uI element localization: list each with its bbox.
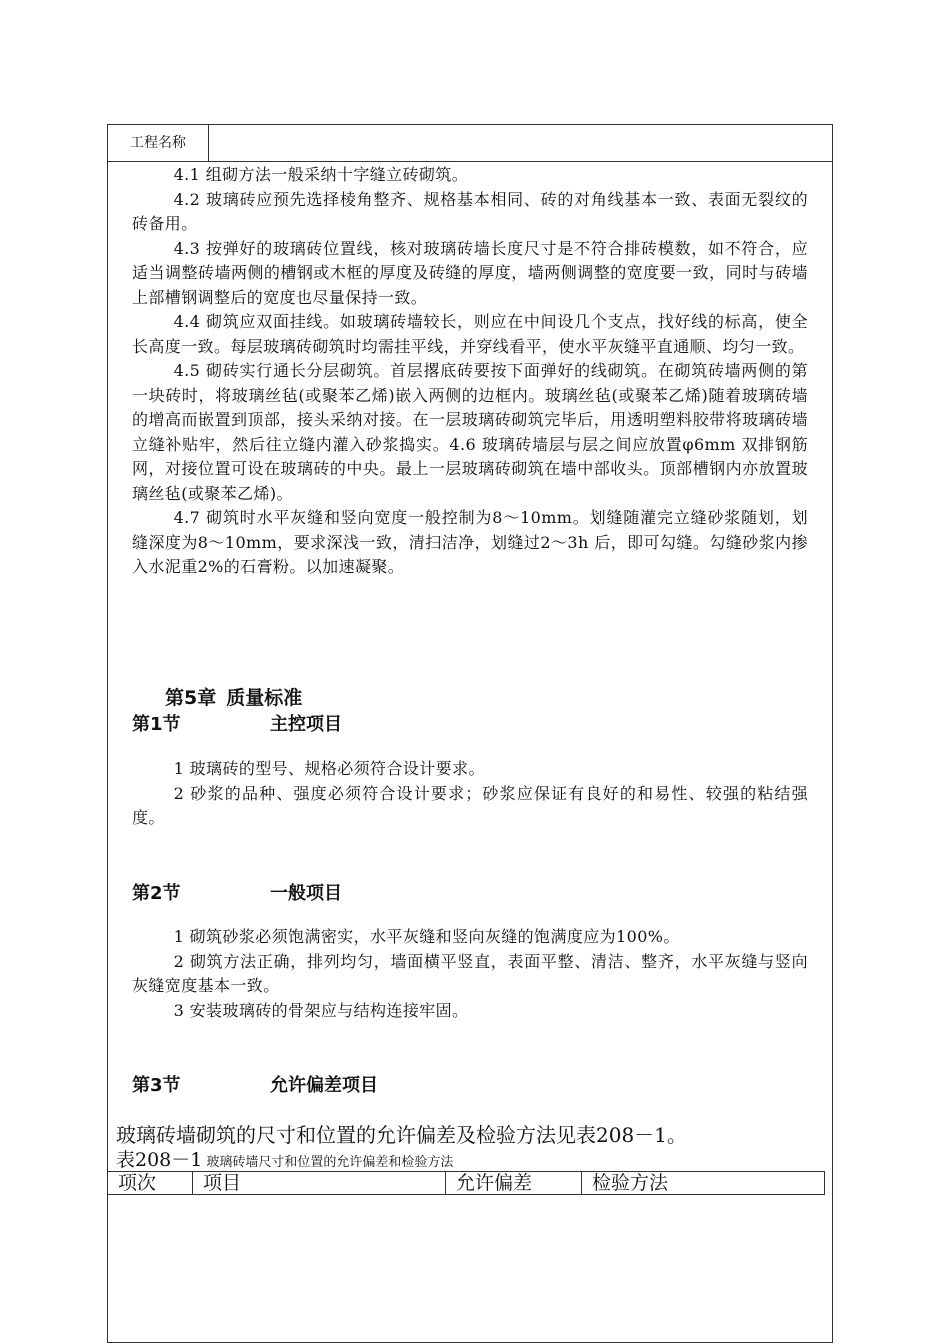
- construction-steps: [132, 163, 808, 580]
- table-header-cell: 项次: [108, 1172, 193, 1195]
- chapter-number: 第5章: [165, 687, 217, 709]
- list-item: 2 砌筑方法正确，排列均匀，墙面横平竖直，表面平整、清洁、整齐，水平灰缝与竖向灰缝宽度基本一致。: [132, 951, 808, 995]
- list-item: 1 砌筑砂浆必须饱满密实，水平灰缝和竖向灰缝的饱满度应为100%。: [173, 927, 680, 946]
- step-paragraph: 4.3 按弹好的玻璃砖位置线，核对玻璃砖墙长度尺寸是不符合排砖模数，如不符合，应适当调整砖墙两侧的槽钢或木框的厚度及砖缝的厚度，墙两侧调整的宽度要一致，同时与砖墙上部槽钢调整后的宽度也尽量保持一致。: [132, 238, 808, 307]
- step-paragraph: 4.5 砌砖实行通长分层砌筑。首层撂底砖要按下面弹好的线砌筑。在砌筑砖墙两侧的第一块砖时，将玻璃丝毡(或聚苯乙烯)嵌入两侧的边框内。玻璃丝毡(或聚苯乙烯)随着玻璃砖墙的增高而嵌置到顶部，接头采纳对接。在一层玻璃砖砌筑完毕后，用透明塑料胶带将玻璃砖墙立缝补贴牢，然后往立缝内灌入砂浆捣实。4.6 玻璃砖墙层与层之间应放置φ6mm 双排钢筋网，对接位置可设在玻璃砖的中央。最上一层玻璃砖砌筑在墙中部收头。顶部槽钢内亦放置玻璃丝毡(或聚苯乙烯)。: [132, 361, 808, 503]
- table-header-cell: 项目: [193, 1172, 446, 1195]
- chapter-heading: [165, 683, 302, 710]
- step-paragraph: 4.4 砌筑应双面挂线。如玻璃砖墙较长，则应在中间设几个支点，找好线的标高，使全长高度一致。每层玻璃砖砌筑时均需挂平线，并穿线看平，使水平灰缝平直通顺、均匀一致。: [132, 312, 808, 356]
- section-title: 允许偏差项目: [270, 1075, 378, 1096]
- section-number: 第2节: [132, 883, 181, 904]
- table-intro: 玻璃砖墙砌筑的尺寸和位置的允许偏差及检验方法见表208－1。: [116, 1123, 687, 1147]
- section-number: 第3节: [132, 1075, 181, 1096]
- list-item: 2 砂浆的品种、强度必须符合设计要求；砂浆应保证有良好的和易性、较强的粘结强度。: [132, 783, 808, 827]
- table-header-row: [108, 1172, 825, 1195]
- table-caption: [116, 1145, 453, 1172]
- list-item: 3 安装玻璃砖的骨架应与结构连接牢固。: [173, 1000, 469, 1020]
- project-name-label: 工程名称: [108, 125, 209, 161]
- chapter-title: 质量标准: [226, 687, 303, 709]
- step-paragraph: 4.2 玻璃砖应预先选择棱角整齐、规格基本相同、砖的对角线基本一致、表面无裂纹的砖备用。: [132, 189, 808, 233]
- step-paragraph: 4.1 组砌方法一般采纳十字缝立砖砌筑。: [173, 165, 469, 184]
- table-caption-text: 玻璃砖墙尺寸和位置的允许偏差和检验方法: [206, 1155, 454, 1170]
- section-title: 一般项目: [270, 883, 342, 904]
- section-items: [132, 925, 808, 1023]
- section-number: 第1节: [132, 714, 181, 735]
- section-heading: [132, 879, 342, 905]
- section-heading: [132, 1071, 378, 1097]
- list-item: 1 玻璃砖的型号、规格必须符合设计要求。: [173, 759, 485, 778]
- deviation-table: [107, 1171, 825, 1195]
- section-heading: [132, 710, 342, 736]
- table-number: 表208－1: [116, 1149, 203, 1171]
- project-name-row: [108, 125, 832, 162]
- table-header-cell: 检验方法: [582, 1172, 825, 1195]
- document-frame: [107, 124, 833, 1343]
- section-items: [132, 757, 808, 831]
- step-paragraph: 4.7 砌筑时水平灰缝和竖向宽度一般控制为8～10mm。划缝随灌完立缝砂浆随划，划缝深度为8～10mm，要求深浅一致，清扫洁净，划缝过2～3h 后，即可勾缝。勾缝砂浆内掺入水泥重2%的石膏粉。以加速凝聚。: [132, 508, 808, 576]
- table-header-cell: 允许偏差: [446, 1172, 582, 1195]
- section-title: 主控项目: [270, 714, 342, 735]
